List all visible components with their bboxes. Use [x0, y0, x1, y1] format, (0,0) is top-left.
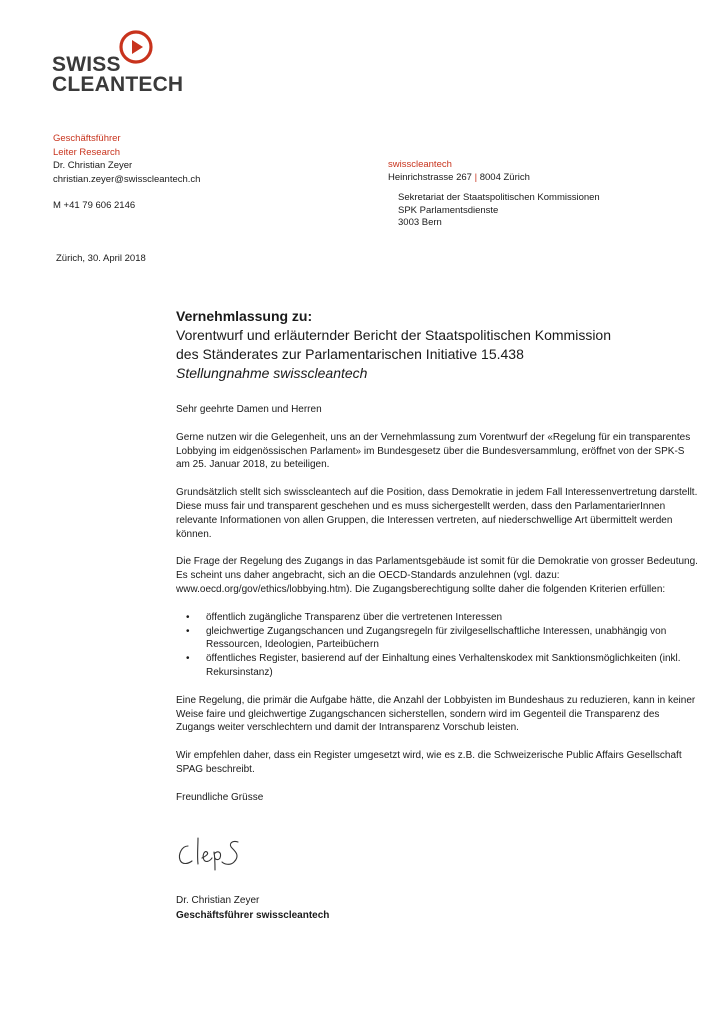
subject-line4: Stellungnahme swisscleantech: [176, 365, 368, 381]
subject-line3: des Ständerates zur Parlamentarischen Initiative 15.438: [176, 346, 524, 362]
bullet-icon: •: [186, 611, 190, 623]
logo-line1: SWISS: [52, 53, 121, 76]
handwritten-signature: [176, 832, 256, 872]
letter-body: [176, 403, 698, 819]
signer-role: Geschäftsführer swisscleantech: [176, 910, 330, 921]
letter-date: Zürich, 30. April 2018: [56, 253, 146, 264]
company-city: 8004 Zürich: [479, 172, 530, 183]
sender-title2: Leiter Research: [53, 146, 121, 158]
recipient-address: [398, 192, 600, 230]
criteria-list: [176, 611, 698, 680]
closing: Freundliche Grüsse: [176, 791, 264, 803]
list-item: [176, 611, 698, 625]
company-name: swisscleantech: [388, 159, 452, 170]
company-logo: [52, 30, 182, 100]
list-item-text: gleichwertige Zugangschancen und Zugangsregeln für zivilgesellschaftliche Interessen, unabhängig von Ressourcen, Ideologien, Parteibüchern: [206, 625, 667, 651]
list-item: [176, 652, 698, 680]
salutation: Sehr geehrte Damen und Herren: [176, 404, 322, 415]
company-address: [388, 158, 530, 184]
bullet-icon: •: [186, 653, 190, 665]
paragraph-5: Wir empfehlen daher, dass ein Register umgesetzt wird, wie es z.B. die Schweizerische Public Affairs Gesellschaft SPAG beschreibt.: [176, 750, 682, 775]
bullet-icon: •: [186, 625, 190, 637]
logo-line2: CLEANTECH: [52, 73, 184, 96]
sender-email[interactable]: christian.zeyer@swisscleantech.ch: [53, 173, 201, 185]
address-separator: |: [474, 172, 478, 183]
paragraph-3: Die Frage der Regelung des Zugangs in das Parlamentsgebäude ist somit für die Demokratie von grosser Bedeutung. Es scheint uns daher angebracht, sich an die OECD-Standards anzulehnen (vgl. dazu: www.oecd.org/gov/ethics/lobbying.htm). Die Zugangsberechtigung sollte daher die folgenden Kriterien erfüllen:: [176, 556, 698, 595]
company-street-line: [388, 171, 530, 184]
play-circle-icon: [119, 30, 153, 64]
company-street: Heinrichstrasse 267: [388, 172, 472, 183]
subject-line2: Vorentwurf und erläuternder Bericht der Staatspolitischen Kommission: [176, 327, 611, 343]
list-item-text: öffentlich zugängliche Transparenz über die vertretenen Interessen: [206, 611, 503, 623]
list-item: [176, 625, 698, 653]
subject-block: [176, 307, 696, 383]
list-item-text: öffentliches Register, basierend auf der Einhaltung eines Verhaltenskodex mit Sanktionsmöglichkeiten (inkl. Rekursinstanz): [206, 653, 681, 678]
paragraph-2: Grundsätzlich stellt sich swisscleantech auf die Position, dass Demokratie in jedem Fall Interessenvertretung darstellt. Diese muss fair und transparent geschehen und es muss sichergestellt werden, dass den ParlamentarierInnen relevante Informationen von allen Gruppen, die Interessen vertreten, auf niederschwellige Art übermittelt werden können.: [176, 487, 698, 540]
paragraph-1: Gerne nutzen wir die Gelegenheit, uns an der Vernehmlassung zum Vorentwurf der «Regelung für ein transparentes Lobbying im eidgenössischen Parlament» im Bundesgesetz über die Bundesversammlung, eröffnet von der SPK-S am 25. Januar 2018, zu beteiligen.: [176, 431, 691, 471]
sender-title1: Geschäftsführer: [53, 133, 121, 144]
sender-block: [53, 132, 200, 186]
paragraph-4: Eine Regelung, die primär die Aufgabe hätte, die Anzahl der Lobbyisten im Bundeshaus zu reduzieren, kann in keiner Weise faire und gleichwertige Zugangschancen sicherstellen, sondern wird im Gegenteil die Transparenz des Zugangs weiter verschlechtern und damit der Intransparenz Vorschub leisten.: [176, 694, 696, 734]
sender-mobile: M +41 79 606 2146: [53, 200, 136, 211]
recipient-line2: SPK Parlamentsdienste: [398, 204, 499, 216]
recipient-line3: 3003 Bern: [398, 217, 442, 228]
recipient-line1: Sekretariat der Staatspolitischen Kommissionen: [398, 192, 600, 203]
signer-name: Dr. Christian Zeyer: [176, 895, 260, 906]
subject-lead: Vernehmlassung zu:: [176, 308, 313, 324]
signer-block: [176, 893, 329, 923]
sender-name: Dr. Christian Zeyer: [53, 160, 133, 171]
